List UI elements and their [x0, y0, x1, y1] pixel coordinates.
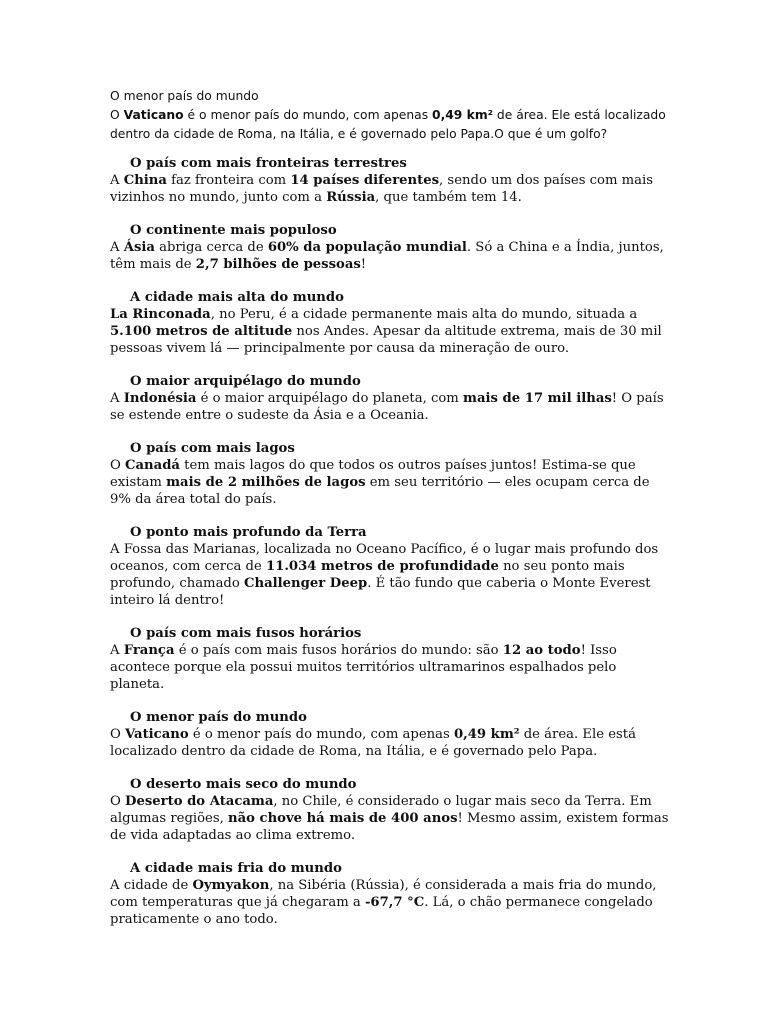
section-paragraph: [110, 172, 670, 206]
emphasis-text: Oymyakon: [192, 878, 270, 893]
fact-section: [110, 860, 670, 928]
emphasis-text: 0,49 km²: [453, 727, 520, 742]
text-run: de área. Ele está localizado dentro da cidade de Roma, na Itália, e é governado pelo Papa.O que é um golfo?: [110, 108, 666, 141]
text-run: , na Sibéria (Rússia), é considerada a mais fria do mundo, com temperaturas que já chegaram a: [110, 878, 657, 910]
emphasis-text: 2,7 bilhões de pessoas: [195, 257, 361, 272]
text-run: . Lá, o chão permanece congelado praticamente o ano todo.: [110, 895, 653, 927]
fact-section: [110, 155, 670, 206]
emphasis-text: Indonésia: [123, 391, 197, 406]
fact-section: [110, 222, 670, 273]
emphasis-text: França: [123, 643, 175, 658]
section-heading: O continente mais populoso: [130, 223, 337, 238]
emphasis-text: 11.034 metros de profundidade: [265, 559, 499, 574]
text-run: A: [110, 240, 124, 255]
fact-section: [110, 776, 670, 844]
text-run: . Só a China e a Índia, juntos, têm mais de: [110, 240, 664, 272]
intro-heading: O menor país do mundo: [110, 89, 259, 103]
text-run: de área. Ele está localizado dentro da cidade de Roma, na Itália, e é governado pelo Papa.: [110, 727, 636, 759]
emphasis-text: Vaticano: [123, 108, 184, 122]
text-run: é o menor país do mundo, com apenas: [188, 727, 454, 742]
emphasis-text: Canadá: [125, 458, 180, 473]
text-run: O: [110, 458, 126, 473]
emphasis-text: La Rinconada: [110, 307, 211, 322]
text-run: !: [360, 257, 367, 272]
fact-section: [110, 625, 670, 693]
text-run: abriga cerca de: [154, 240, 268, 255]
text-run: tem mais lagos do que todos os outros países juntos! Estima-se que existam: [110, 458, 636, 490]
section-paragraph: [110, 306, 670, 357]
emphasis-text: -67,7 °C: [364, 895, 425, 910]
text-run: A: [110, 391, 124, 406]
emphasis-text: mais de 17 mil ilhas: [462, 391, 612, 406]
emphasis-text: não chove há mais de 400 anos: [228, 811, 458, 826]
fact-section: [110, 373, 670, 424]
emphasis-text: China: [123, 173, 167, 188]
section-heading: O país com mais fusos horários: [130, 626, 362, 641]
text-run: A: [110, 173, 124, 188]
intro-block: [110, 87, 670, 144]
section-paragraph: [110, 877, 670, 928]
section-heading: O menor país do mundo: [130, 710, 307, 725]
text-run: O: [110, 108, 124, 122]
text-run: ! Mesmo assim, existem formas de vida adaptadas ao clima extremo.: [110, 811, 669, 843]
section-heading: O país com mais fronteiras terrestres: [130, 156, 407, 171]
text-run: . É tão fundo que caberia o Monte Everest inteiro lá dentro!: [110, 576, 651, 608]
emphasis-text: 60% da população mundial: [267, 240, 467, 255]
intro-paragraph: [110, 106, 670, 144]
fact-section: [110, 440, 670, 508]
section-paragraph: [110, 239, 670, 273]
text-run: O: [110, 794, 126, 809]
section-heading: O deserto mais seco do mundo: [130, 777, 357, 792]
section-paragraph: [110, 793, 670, 844]
text-run: é o maior arquipélago do planeta, com: [196, 391, 463, 406]
text-run: , sendo um dos países com mais vizinhos no mundo, junto com a: [110, 173, 654, 205]
section-paragraph: [110, 642, 670, 693]
emphasis-text: 5.100 metros de altitude: [110, 324, 293, 339]
text-run: é o país com mais fusos horários do mundo: são: [174, 643, 503, 658]
text-run: em seu território — eles ocupam cerca de 9% da área total do país.: [110, 475, 650, 507]
text-run: A cidade de: [110, 878, 193, 893]
text-run: faz fronteira com: [166, 173, 291, 188]
emphasis-text: Vaticano: [125, 727, 189, 742]
fact-section: [110, 524, 670, 609]
section-paragraph: [110, 726, 670, 760]
text-run: no seu ponto mais profundo, chamado: [110, 559, 625, 591]
emphasis-text: Ásia: [123, 240, 155, 255]
section-heading: A cidade mais alta do mundo: [130, 290, 344, 305]
text-run: ! Isso acontece porque ela possui muitos territórios ultramarinos espalhados pelo planeta.: [110, 643, 617, 692]
text-run: ! O país se estende entre o sudeste da Ásia e a Oceania.: [110, 391, 664, 423]
section-heading: O maior arquipélago do mundo: [130, 374, 361, 389]
emphasis-text: Deserto do Atacama: [125, 794, 274, 809]
text-run: , no Chile, é considerado o lugar mais seco da Terra. Em algumas regiões,: [110, 794, 652, 826]
emphasis-text: mais de 2 milhões de lagos: [166, 475, 366, 490]
emphasis-text: Challenger Deep: [244, 576, 368, 591]
text-run: O: [110, 727, 126, 742]
section-paragraph: [110, 541, 670, 609]
emphasis-text: 14 países diferentes: [290, 173, 440, 188]
section-heading: O ponto mais profundo da Terra: [130, 525, 367, 540]
text-run: A: [110, 643, 124, 658]
section-heading: O país com mais lagos: [130, 441, 295, 456]
emphasis-text: 0,49 km²: [432, 108, 494, 122]
fact-section: [110, 289, 670, 357]
text-run: , que também tem 14.: [375, 190, 522, 205]
emphasis-text: 12 ao todo: [502, 643, 581, 658]
text-run: A Fossa das Marianas, localizada no Oceano Pacífico, é o lugar mais profundo dos oceanos, com cerca de: [110, 542, 659, 574]
section-paragraph: [110, 457, 670, 508]
text-run: , no Peru, é a cidade permanente mais alta do mundo, situada a: [210, 307, 638, 322]
section-heading: A cidade mais fria do mundo: [130, 861, 342, 876]
section-paragraph: [110, 390, 670, 424]
fact-section: [110, 709, 670, 760]
facts-list: [110, 155, 670, 944]
text-run: é o menor país do mundo, com apenas: [183, 108, 433, 122]
emphasis-text: Rússia: [326, 190, 376, 205]
text-run: nos Andes. Apesar da altitude extrema, mais de 30 mil pessoas vivem lá — principalmente por causa da mineração de ouro.: [110, 324, 662, 356]
